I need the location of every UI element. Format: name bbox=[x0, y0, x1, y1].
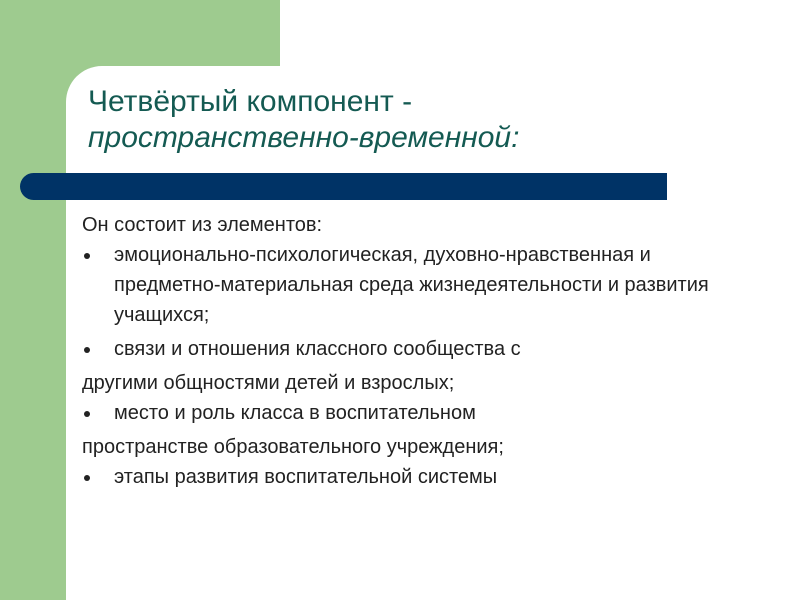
bullet-item bbox=[82, 462, 722, 492]
bullet-item bbox=[82, 334, 722, 364]
bullet-text: место и роль класса в воспитательном bbox=[114, 402, 476, 424]
bullet-list bbox=[82, 398, 722, 428]
bullet-continuation-text: другими общностями детей и взрослых; bbox=[82, 372, 455, 394]
bullet-icon bbox=[84, 253, 90, 259]
slide-title bbox=[88, 84, 768, 156]
bullet-icon bbox=[84, 347, 90, 353]
bullet-icon bbox=[84, 411, 90, 417]
bullet-icon bbox=[84, 475, 90, 481]
bullet-text: связи и отношения классного сообщества с bbox=[114, 338, 521, 360]
title-divider-bar bbox=[20, 173, 667, 200]
intro-text: Он состоит из элементов: bbox=[82, 214, 323, 236]
bullet-list bbox=[82, 240, 722, 364]
bullet-text: этапы развития воспитательной системы bbox=[114, 466, 498, 488]
slide-title-line2: пространственно-временной: bbox=[88, 121, 520, 154]
bullet-list bbox=[82, 462, 722, 492]
bullet-item bbox=[82, 240, 722, 330]
slide-body bbox=[82, 210, 722, 496]
bullet-text: эмоционально-психологическая, духовно-нравственная и предметно-материальная среда жизнедеятельности и развития учащихся; bbox=[114, 244, 709, 326]
slide-title-line1: Четвёртый компонент - bbox=[88, 85, 413, 118]
bullet-continuation-text: пространстве образовательного учреждения; bbox=[82, 436, 504, 458]
bullet-item bbox=[82, 398, 722, 428]
